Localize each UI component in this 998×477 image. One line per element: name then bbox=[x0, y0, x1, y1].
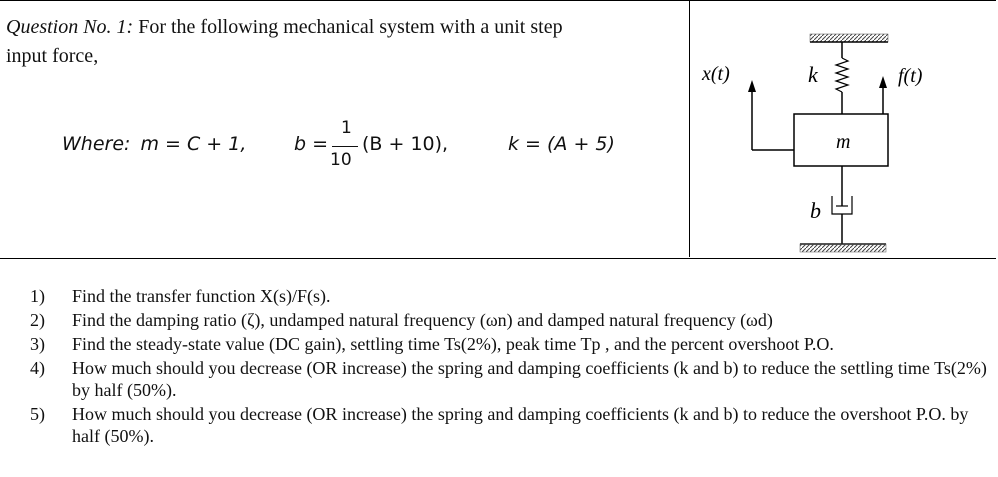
fraction-bar bbox=[332, 146, 358, 147]
b-label: b bbox=[810, 198, 821, 223]
b-rhs: (B + 10), bbox=[362, 133, 449, 155]
where-label: Where: bbox=[62, 133, 131, 155]
x-label: x(t) bbox=[702, 63, 730, 85]
question-text-2: input force, bbox=[6, 45, 99, 67]
task-item: 1) Find the transfer function X(s)/F(s). bbox=[30, 286, 331, 306]
k-expression: k = (A + 5) bbox=[508, 133, 615, 155]
x-indicator-icon bbox=[748, 80, 794, 150]
b-lhs: b = bbox=[294, 133, 329, 155]
top-wall bbox=[810, 34, 888, 42]
force-arrow-icon bbox=[879, 76, 887, 114]
damper-icon bbox=[832, 166, 852, 244]
m-label: m bbox=[836, 131, 851, 153]
task-list bbox=[30, 285, 990, 449]
b-denominator: 10 bbox=[330, 150, 352, 170]
bottom-wall bbox=[800, 244, 886, 252]
task-item: 5) How much should you decrease (OR increase) the spring and damping coefficients (k and b) to reduce the overshoot P.O. by half (50%). bbox=[30, 404, 969, 446]
question-header bbox=[6, 16, 682, 38]
question-label: Question No. 1: bbox=[6, 16, 134, 38]
question-text: For the following mechanical system with a unit step bbox=[138, 16, 563, 38]
m-expression: m = C + 1, bbox=[140, 133, 247, 155]
where-clause bbox=[62, 133, 246, 155]
task-item: 2) Find the damping ratio (ζ), undamped natural frequency (ωn) and damped natural frequency (ωd) bbox=[30, 310, 773, 330]
k-label: k bbox=[808, 62, 818, 87]
mass-spring-damper-diagram bbox=[690, 0, 996, 257]
task-item: 4) How much should you decrease (OR increase) the spring and damping coefficients (k and b) to reduce the settling time Ts(2%) by half (50%). bbox=[30, 358, 987, 400]
b-numerator: 1 bbox=[341, 118, 352, 138]
task-item: 3) Find the steady-state value (DC gain), settling time Ts(2%), peak time Tp , and the percent overshoot P.O. bbox=[30, 334, 834, 354]
f-label: f(t) bbox=[898, 65, 923, 87]
spring-icon bbox=[836, 42, 848, 114]
